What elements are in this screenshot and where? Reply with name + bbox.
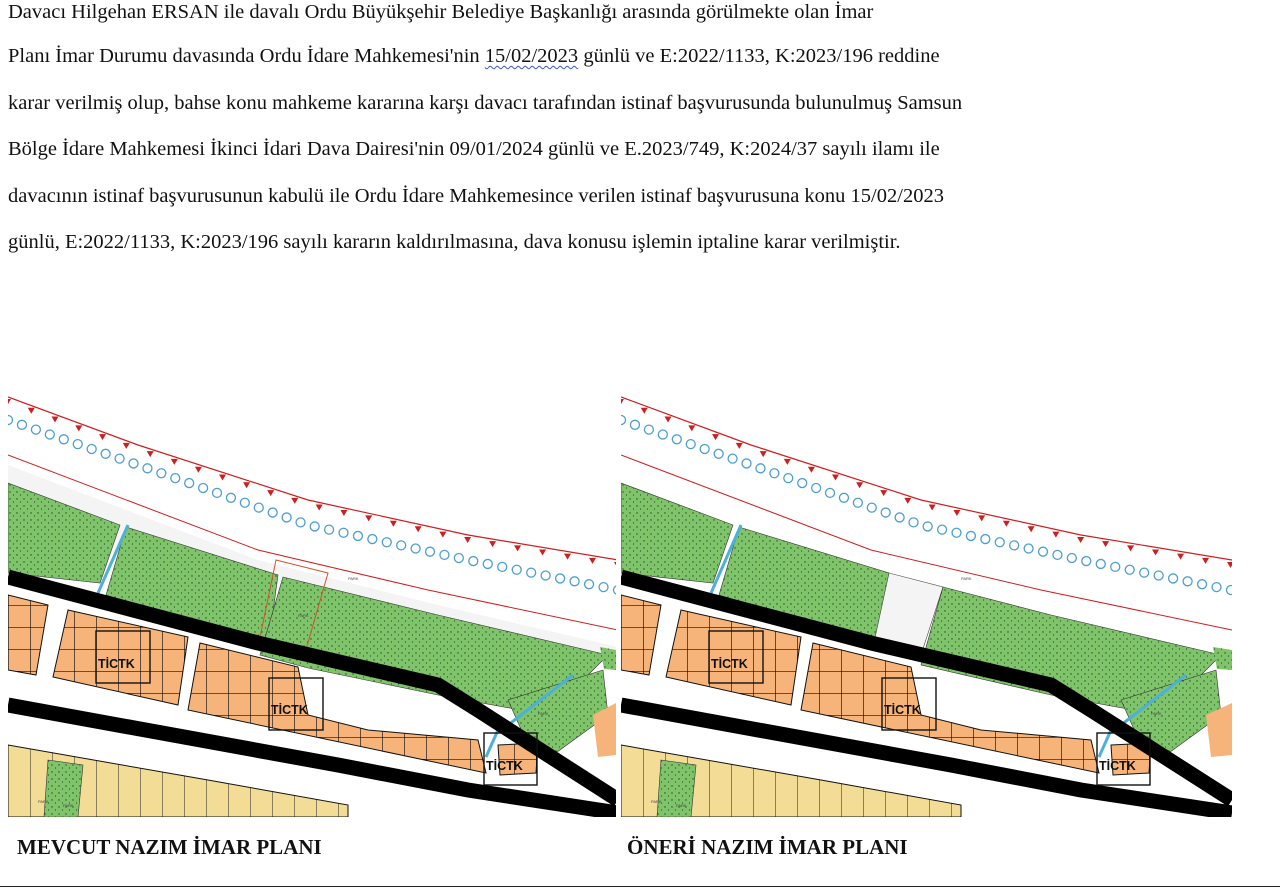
commercial-label: TİCTK	[271, 703, 308, 717]
svg-text:PARK: PARK	[651, 799, 662, 804]
commercial-label: TİCTK	[884, 703, 921, 717]
commercial-label: TİCTK	[486, 759, 523, 773]
svg-text:PARK: PARK	[1151, 711, 1162, 716]
paragraph-line-2	[8, 42, 1278, 89]
commercial-label: TİCTK	[1099, 759, 1136, 773]
commercial-label: TİCTK	[98, 657, 135, 671]
paragraph-line-1: Davacı Hilgehan ERSAN ile davalı Ordu Büyükşehir Belediye Başkanlığı arasında görülmekte olan İmar	[8, 1, 874, 23]
svg-text:PARK: PARK	[63, 803, 74, 808]
svg-text:PARK: PARK	[298, 613, 309, 618]
paragraph-line-4: Bölge İdare Mahkemesi İkinci İdari Dava Dairesi'nin 09/01/2024 günlü ve E.2023/749, K:2024/37 sayılı ilamı ile	[8, 138, 940, 160]
paragraph-line-6: günlü, E:2022/1133, K:2023/196 sayılı kararın kaldırılmasına, dava konusu işlemin iptaline karar verilmiştir.	[8, 231, 901, 253]
current-plan-caption: MEVCUT NAZIM İMAR PLANI	[17, 835, 322, 859]
svg-text:PARK: PARK	[676, 803, 687, 808]
svg-text:PARK: PARK	[348, 576, 359, 581]
proposed-plan-caption: ÖNERİ NAZIM İMAR PLANI	[627, 835, 908, 859]
spellcheck-underlined-date: 15/02/2023	[484, 45, 579, 67]
paragraph-line-5: davacının istinaf başvurusunun kabulü ile Ordu İdare Mahkemesince verilen istinaf başvurusuna konu 15/02/2023	[8, 184, 944, 207]
current-zoning-plan-map	[8, 385, 616, 817]
paragraph-line-2-start: Planı İmar Durumu davasında Ordu İdare Mahkemesi'nin	[8, 45, 485, 67]
commercial-label: TİCTK	[711, 657, 748, 671]
paragraph-line-3: karar verilmiş olup, bahse konu mahkeme kararına karşı davacı tarafından istinaf başvurusunda bulunulmuş Samsun	[8, 91, 963, 114]
svg-text:PARK: PARK	[538, 711, 549, 716]
bottom-divider	[0, 886, 1280, 887]
svg-text:PARK: PARK	[38, 799, 49, 804]
decision-paragraph	[8, 0, 1278, 275]
proposed-zoning-plan-map	[621, 385, 1232, 817]
svg-text:PARK: PARK	[961, 576, 972, 581]
paragraph-line-2-end: günlü ve E:2022/1133, K:2023/196 reddine	[578, 45, 940, 67]
